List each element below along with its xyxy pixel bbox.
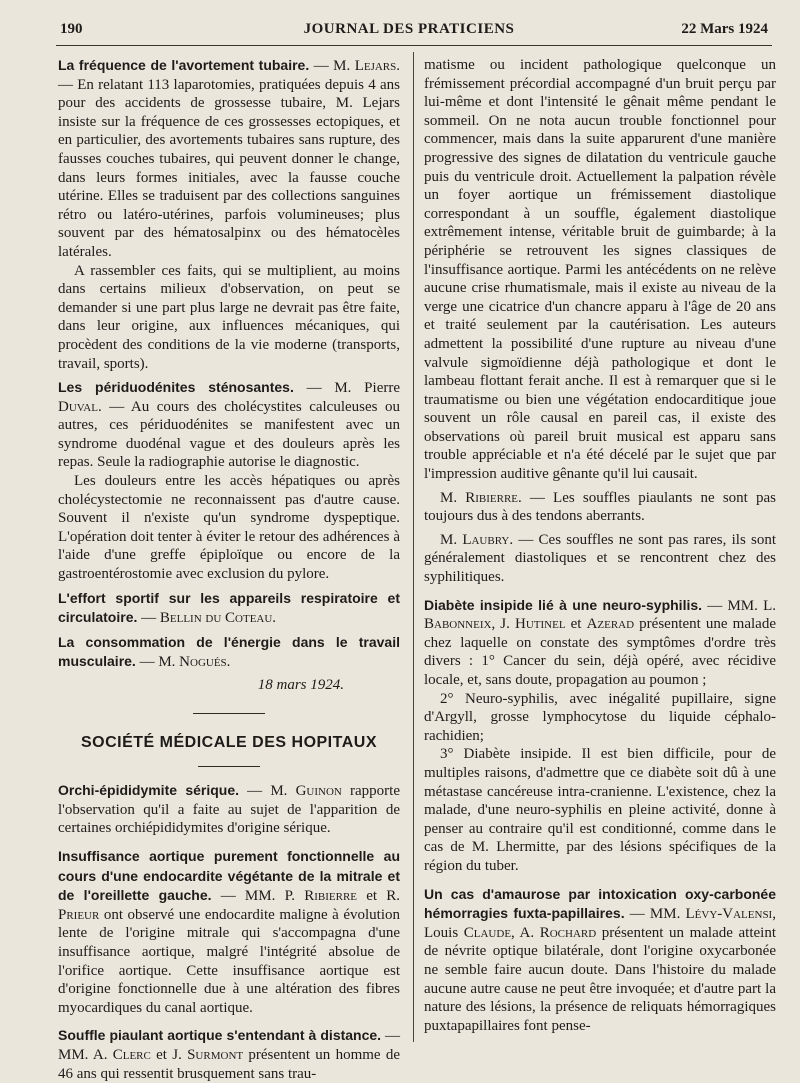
- discussion-ribierre: [424, 489, 776, 526]
- article-title: Diabète insipide lié à une neuro-syphilis.: [424, 596, 703, 613]
- title-dash: — M.: [309, 58, 355, 74]
- author-name: Claude: [463, 924, 512, 941]
- title-dash: — MM. L.: [702, 597, 776, 614]
- author-name: Babonneix: [424, 616, 492, 633]
- author-name: Nogués.: [179, 654, 231, 671]
- article-paragraph: A rassembler ces faits, qui se multiplient, au moins dans certains milieux d'observation, on peut se demander si une part plus large ne devrait pas être faite, dans leur origine, aux influences mécaniques, qui procèdent des conditions de la vie moderne (transports, travail, sports).: [58, 262, 400, 372]
- author-name: Surmont: [187, 1046, 244, 1063]
- title-dash: — M.: [239, 783, 296, 800]
- article-list-item: 3° Diabète insipide. Il est bien difficile, pour de multiples raisons, d'admettre que ce diabète soit dû à une métastase cancéreuse intra-cranienne. L'existence, chez la malade, d'une neuro-syphilis en pleine activité, donne à penser au contraire qu'il est conditionné, comme dans le cas de M. Lhermitte, par des lésions spécifiques de la région du tuber.: [424, 746, 776, 874]
- article-body: ont observé une endocardite maligne à évolution lente de l'origine mitrale qui s'accompagna d'une insuffisance aortique, malgré l'intégrité absolue de l'orifice aortique. Cette insuffisance aortique est d'origine fonctionnelle due à une altération des fibres myocardiques du canal aortique.: [58, 906, 400, 1016]
- discussion-laubry: [424, 531, 776, 587]
- section-divider: [198, 766, 260, 767]
- article-amaurose: [424, 885, 776, 1036]
- discussion-body: — Ces souffles ne sont pas rares, ils sont généralement diastoliques et se rencontrent chez des syphilitiques.: [424, 531, 776, 586]
- title-dash: — MM.: [624, 906, 686, 923]
- author-name: Clerc: [112, 1046, 151, 1063]
- article-tubaire: [58, 56, 400, 262]
- author-name: Hutinel: [515, 616, 566, 633]
- article-body: présentent une malade chez laquelle on constate des symptômes d'ordre très divers : 1° Cancer du sein, déjà opéré, avec récidive locale, et, sans doute, propagation au poumon ;: [424, 616, 776, 688]
- author-name: Laubry.: [462, 531, 514, 548]
- author-name: Lévy-Valensi: [685, 906, 773, 923]
- author-separator: , J.: [491, 616, 515, 633]
- author-name: Prieur: [58, 906, 100, 923]
- author-name: Azerad: [586, 616, 635, 633]
- article-consommation: [58, 633, 400, 672]
- article-body: présentent un malade atteint de névrite optique bilatérale, dont l'origine oxycarbonée ne semble faire aucun doute. Dans l'histoire du malade aucune autre cause ne peut être invoquée; et d'autre part la nature des lésions, la présence de reliquats hémorragiques puxtapapillaires font pense-: [424, 924, 776, 1034]
- article-continuation: matisme ou incident pathologique quelconque un frémissement précordial accompagné d'un bruit perçu par lui-même et dont l'intensité le gênait même pendant le sommeil. On ne nota aucun trouble fonctionnel pour commencer, mais dans la suite apparurent d'une manière progressive des signes de dilatation du ventricule gauche puis du ventricule droit. Actuellement la palpation révèle un foyer aortique un frémissement diastolique correspondant à un souffle, également diastolique extrêmement intense, véritable bruit de guimbarde; à la périphérie se retrouvent les signes classiques de l'insuffisance aortique. Parmi les antécédents on ne relève aucune crise rhumatismale, mais il existe au niveau de la verge une cicatrice d'un chancre apparu à l'âge de 20 ans et traité seulement par la cautérisation. Les auteurs admettent la possibilité d'une rupture au niveau d'une valvule sigmoïdienne déjà pathologique et dont le lambeau flottant ferait anche. Il est à remarquer que si le traumatisme ou bien une végétation endocarditique joue souvent un rôle causal en pareil cas, il existe des observations où pareil bruit musical est apparu sans trouble appréciable et n'a été décelé par le sujet que par l'impression auditive gênante qu'il lui causait.: [424, 57, 776, 483]
- author-name: Rochard: [539, 924, 597, 941]
- author-name: Duval.: [58, 398, 102, 415]
- article-title: Insuffisance aortique purement fonctionnelle au cours d'une endocardite végétante de la mitrale et de l'oreillette gauche.: [58, 847, 400, 904]
- column-rule: [413, 52, 414, 1042]
- right-column: [424, 56, 776, 1035]
- article-title: Un cas d'amaurose par intoxication oxy-carbonée hémorragies fuxta-papillaires.: [424, 885, 776, 922]
- author-name: Ribierre.: [465, 489, 522, 506]
- article-body: — Au cours des cholécystites calculeuses ou autres, ces périduodénites se manifestent avec un syndrome duodénal vague et des douleurs après les repas. Seule la radiographie autorise le diagnostic.: [58, 398, 400, 471]
- article-title: La fréquence de l'avortement tubaire.: [58, 57, 310, 73]
- article-title: Les périduodénites sténosantes.: [58, 379, 294, 396]
- article-orchi-epididymite: [58, 781, 400, 838]
- article-title: La consommation de l'énergie dans le travail musculaire.: [58, 633, 400, 670]
- issue-date: 22 Mars 1924: [681, 21, 768, 37]
- author-name: Lejars.: [354, 58, 401, 74]
- article-paragraph: Les douleurs entre les accès hépatiques ou après cholécystectomie ne reconnaissent pas d'autre cause. Souvent il n'existe qu'un syndrome dyspeptique. L'opération doit tenter à éviter le retour des adhérences à l'aide d'une greffe épiploïque ou encore de la gastroentérostomie avec exclusion du pylore.: [58, 473, 400, 583]
- article-list-item: 2° Neuro-syphilis, avec inégalité pupillaire, signe d'Argyll, grosse lymphocytose du liquide céphalo-rachidien;: [424, 690, 776, 744]
- section-heading: SOCIÉTÉ MÉDICALE DES HOPITAUX: [80, 733, 377, 751]
- author-conjunction: et: [565, 616, 587, 633]
- section-divider: [193, 713, 265, 714]
- article-body: — En relatant 113 laparotomies, pratiquées depuis 4 ans pour des accidents de grossesse tubaire, M. Lejars insiste sur la fréquence de ces grossesses ectopiques, et en particulier, des avortements tubaires sans rupture, des fausses couches tubaires, qui peuvent donner le change, dans leurs formes initiales, avec la fausse couche utérine. Elles se traduisent par des collections sanguines rétro ou latéro-utérines, parfois volumineuses; plus souvent par des hématosalpinx ou des hématocèles latérales.: [58, 76, 400, 260]
- author-separator: , A.: [511, 924, 540, 941]
- title-dash: — MM. P.: [211, 888, 305, 905]
- running-header: [48, 18, 770, 42]
- title-dash: — M. Pierre: [293, 380, 400, 397]
- article-title: Souffle piaulant aortique s'entendant à distance.: [58, 1027, 382, 1044]
- article-body: rapporte l'observation qu'il a faite au sujet de l'apparition de certaines orchiépididymites d'origine sérique.: [58, 783, 400, 837]
- author-separator: , Louis: [424, 906, 776, 941]
- author-name: Bellin du Coteau.: [159, 610, 277, 627]
- article-title: L'effort sportif sur les appareils respiratoire et circulatoire.: [58, 589, 400, 626]
- speaker-prefix: M.: [440, 489, 466, 506]
- title-dash: — MM. A.: [58, 1028, 400, 1063]
- header-rule: [56, 45, 772, 46]
- author-conjunction: et R.: [357, 888, 400, 905]
- journal-title: JOURNAL DES PRATICIENS: [303, 21, 515, 37]
- article-souffle-piaulant: [58, 1026, 400, 1083]
- page-number: 190: [60, 21, 83, 37]
- article-title: Orchi-épididymite sérique.: [58, 782, 240, 799]
- speaker-prefix: M.: [440, 531, 463, 548]
- article-body: présentent un homme de 46 ans qui ressentit brusquement sans trau-: [58, 1046, 400, 1082]
- article-diabete-insipide: [424, 596, 776, 690]
- discussion-body: — Les souffles piaulants ne sont pas toujours dus à des tendons aberrants.: [424, 489, 776, 525]
- author-name: Ribierre: [304, 888, 357, 905]
- session-date: 18 mars 1924.: [257, 677, 344, 693]
- title-dash: —: [137, 610, 160, 627]
- article-periduodenites: [58, 378, 400, 472]
- author-name: Guinon: [295, 783, 342, 800]
- author-conjunction: et J.: [150, 1046, 188, 1063]
- left-column: [58, 56, 400, 1083]
- article-insuffisance-aortique: [58, 847, 400, 1017]
- title-dash: — M.: [135, 654, 180, 671]
- article-effort-sportif: [58, 589, 400, 628]
